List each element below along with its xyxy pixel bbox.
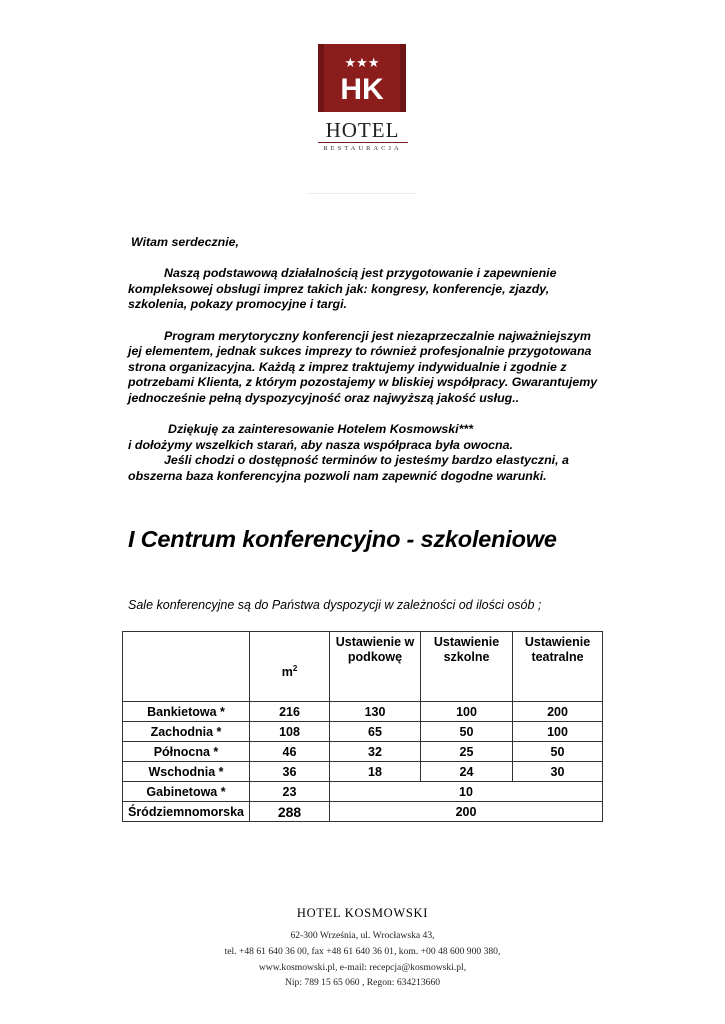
logo-rule xyxy=(318,142,408,143)
room-theatre: 200 xyxy=(513,702,603,722)
header-theatre: Ustawienie teatralne xyxy=(513,632,603,702)
footer-address: 62-300 Września, ul. Wrocławska 43, xyxy=(290,930,435,941)
table-row xyxy=(123,762,603,782)
room-area: 36 xyxy=(250,762,330,782)
room-area: 46 xyxy=(250,742,330,762)
room-theatre: 100 xyxy=(513,722,603,742)
section-title: I Centrum konferencyjno - szkoleniowe xyxy=(128,526,557,552)
header-u-shape: Ustawienie w podkowę xyxy=(330,632,421,702)
greeting: Witam serdecznie, xyxy=(131,235,240,249)
room-name: Śródziemnomorska xyxy=(123,802,250,822)
header-room xyxy=(123,632,250,702)
room-theatre: 50 xyxy=(513,742,603,762)
room-name: Północna * xyxy=(123,742,250,762)
footer-ids: Nip: 789 15 65 060 , Regon: 634213660 xyxy=(284,977,441,988)
table-row xyxy=(123,742,603,762)
table-row xyxy=(123,722,603,742)
letter-paragraph-2: Program merytoryczny konferencji jest niezaprzeczalnie najważniejszym jej elementem, jednak sukces imprezy to również profesjonalnie przygotowana strona organizacyjna. Każdą z imprez traktujemy indywidualnie i zgodnie z potrzebami Klienta, z którym pozostajemy w bliskiej współpracy. Gwarantujemy jednocześnie pełną dyspozycyjność oraz najwyższą jakość usług.. xyxy=(128,328,598,405)
logo-subtitle: RESTAURACJA xyxy=(323,145,402,152)
header-area: $m^2$ xyxy=(250,632,330,702)
header-school: Ustawienie szkolne xyxy=(421,632,513,702)
table-row xyxy=(123,702,603,722)
footer-phones: tel. +48 61 640 36 00, fax +48 61 640 36 01, kom. +00 48 600 900 380, xyxy=(224,946,501,957)
room-capacity: 10 xyxy=(330,782,603,802)
letter-thanks: Dziękuję za zainteresowanie Hotelem Kosmowski*** xyxy=(168,422,474,437)
table-intro: Sale konferencyjne są do Państwa dyspozycji w zależności od ilości osób ; xyxy=(128,598,542,612)
room-u: 18 xyxy=(330,762,421,782)
letter-paragraph-1: Naszą podstawową działalnością jest przygotowanie i zapewnienie kompleksowej obsługi imprez takich jak: kongresy, konferencje, zjazdy, szkolenia, pokazy promocyjne i targi. xyxy=(128,266,557,312)
divider xyxy=(306,193,416,194)
room-theatre: 30 xyxy=(513,762,603,782)
room-name: Zachodnia * xyxy=(123,722,250,742)
room-school: 50 xyxy=(421,722,513,742)
letter-paragraph-4: Jeśli chodzi o dostępność terminów to jesteśmy bardzo elastyczni, a obszerna baza konferencyjna pozwoli nam zapewnić dogodne warunki. xyxy=(128,453,569,483)
letter-promise: i dołożymy wszelkich starań, aby nasza współpraca była owocna. xyxy=(128,437,513,452)
logo-stars: ★★★ xyxy=(344,56,380,71)
room-school: 24 xyxy=(421,762,513,782)
footer-hotel-name: HOTEL KOSMOWSKI xyxy=(296,906,429,920)
room-area: 216 xyxy=(250,702,330,722)
room-area: 288 xyxy=(250,802,330,822)
footer-web: www.kosmowski.pl, e-mail: recepcja@kosmowski.pl, xyxy=(258,962,467,973)
room-area: 108 xyxy=(250,722,330,742)
room-u: 32 xyxy=(330,742,421,762)
room-name: Wschodnia * xyxy=(123,762,250,782)
room-capacity: 200 xyxy=(330,802,603,822)
room-u: 130 xyxy=(330,702,421,722)
room-name: Bankietowa * xyxy=(123,702,250,722)
logo-monogram: HK xyxy=(340,73,384,106)
room-area: 23 xyxy=(250,782,330,802)
table-row xyxy=(123,782,603,802)
conference-rooms-table xyxy=(122,631,603,822)
room-school: 100 xyxy=(421,702,513,722)
room-u: 65 xyxy=(330,722,421,742)
logo-name: HOTEL xyxy=(325,118,400,142)
table-row xyxy=(123,802,603,822)
room-school: 25 xyxy=(421,742,513,762)
hotel-logo xyxy=(318,44,406,112)
welcome-letter xyxy=(128,235,598,485)
room-name: Gabinetowa * xyxy=(123,782,250,802)
table-header-row xyxy=(123,632,603,702)
